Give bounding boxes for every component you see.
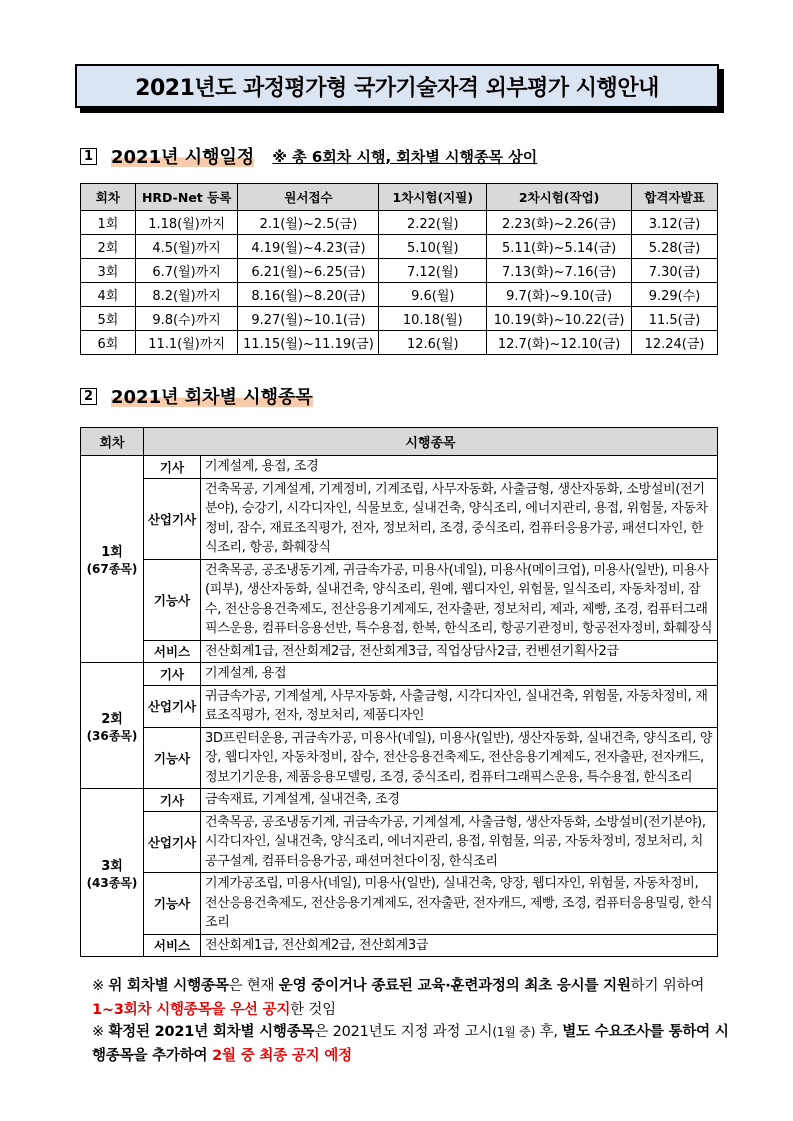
schedule-cell: 8.2(월)까지 [135,283,238,307]
schedule-body [81,211,718,355]
items-row [81,685,718,727]
schedule-cell: 1회 [81,211,136,235]
schedule-header-cell: 회차 [81,184,136,211]
footnote-2-part-a: 확정된 2021년 회차별 시행종목 [108,1024,315,1040]
schedule-header-cell: 합격자발표 [632,184,718,211]
schedule-cell: 2회 [81,235,136,259]
schedule-header-cell: 2차시험(작업) [487,184,632,211]
footnote-1 [92,974,732,1022]
items-category: 기사 [144,456,201,479]
schedule-cell: 10.19(화)~10.22(금) [487,307,632,331]
items-list: 3D프린터운용, 귀금속가공, 미용사(네일), 미용사(일반), 생산자동화, 실내건축, 양식조리, 양장, 웹디자인, 자동차정비, 잠수, 전산응용건축제도, 전산응용기계제도, 전자출판, 전자캐드, 정보기기운용, 제품응용모델링, 조경, 중식조리, 컴퓨터그래픽스운용, 특수용접, 한식조리 [201,727,718,789]
schedule-row [81,331,718,355]
footnote-1-part-c: 운영 중이거나 종료된 교육·훈련과정의 최초 응시를 지원 [278,978,631,994]
schedule-cell: 10.18(월) [379,307,487,331]
footnote-2-highlight: 2월 중 최종 공지 예정 [212,1048,352,1064]
footnote-2-part-b: 은 2021년도 지정 과정 고시 [314,1024,493,1040]
section-2-heading [80,383,313,409]
schedule-cell: 9.6(월) [379,283,487,307]
items-row [81,456,718,479]
items-header-list: 시행종목 [144,428,718,456]
footnote-1-highlight: 1~3회차 시행종목을 우선 공지 [92,1002,291,1018]
items-row [81,478,718,559]
footnote-1-part-f: 한 것임 [290,1002,336,1018]
items-list: 기계설계, 용접 [201,663,718,686]
items-round-count: (36종목) [86,728,138,743]
schedule-cell: 9.27(월)~10.1(금) [238,307,379,331]
items-list: 금속재료, 기계설계, 실내건축, 조경 [201,789,718,812]
items-category: 기사 [144,663,201,686]
schedule-cell: 4.19(월)~4.23(금) [238,235,379,259]
items-list: 건축목공, 기계설계, 기계정비, 기계조립, 사무자동화, 사출금형, 생산자동화, 소방설비(전기분야), 승강기, 시각디자인, 식물보호, 실내건축, 양식조리, 에너지관리, 용접, 위험물, 자동차정비, 잠수, 재료조직평가, 전자, 정보처리, 조경, 중식조리, 컴퓨터응용가공, 패션디자인, 한식조리, 항공, 화훼장식 [201,478,718,559]
schedule-row [81,235,718,259]
items-list: 귀금속가공, 기계설계, 사무자동화, 사출금형, 시각디자인, 실내건축, 위험물, 자동차정비, 재료조직평가, 전자, 정보처리, 제품디자인 [201,685,718,727]
section-2-title: 2021년 회차별 시행종목 [111,383,313,409]
items-list: 전산회계1급, 전산회계2급, 전산회계3급, 직업상담사2급, 컨벤션기획사2급 [201,640,718,663]
schedule-cell: 5.11(화)~5.14(금) [487,235,632,259]
page-title: 2021년도 과정평가형 국가기술자격 외부평가 시행안내 [135,75,659,101]
items-list: 기계설계, 용접, 조경 [201,456,718,479]
items-round-count: (67종목) [86,562,138,576]
schedule-cell: 11.15(월)~11.19(금) [238,331,379,355]
schedule-cell: 5.28(금) [632,235,718,259]
footnote-1-part-b: 은 현재 [228,978,279,994]
schedule-cell: 5.10(월) [379,235,487,259]
items-round-name: 3회 [101,858,123,874]
schedule-cell: 12.7(화)~12.10(금) [487,331,632,355]
schedule-header-cell: 원서접수 [238,184,379,211]
section-1-title: 2021년 시행일정 [111,143,254,169]
schedule-cell: 7.30(금) [632,259,718,283]
schedule-cell: 9.29(수) [632,283,718,307]
items-list: 기계가공조립, 미용사(네일), 미용사(일반), 실내건축, 양장, 웹디자인, 위험물, 자동차정비, 전산응용건축제도, 전산응용기계제도, 전자출판, 전자캐드, 제빵, 조경, 컴퓨터응용밀링, 한식조리 [201,873,718,935]
schedule-cell: 12.24(금) [632,331,718,355]
footnote-1-mark: ※ [92,978,104,994]
items-list: 건축목공, 공조냉동기계, 귀금속가공, 기계설계, 사출금형, 생산자동화, 소방설비(전기분야), 시각디자인, 실내건축, 양식조리, 에너지관리, 용접, 위험물, 의공, 자동차정비, 정보처리, 치공구설계, 컴퓨터응용가공, 패션머천다이징, 한식조리 [201,811,718,873]
items-header-round: 회차 [81,428,144,456]
items-table [80,427,718,957]
items-row [81,789,718,812]
schedule-header-row [81,184,718,211]
items-list: 전산회계1급, 전산회계2급, 전산회계3급 [201,934,718,957]
items-round-cell [81,663,144,789]
schedule-row [81,307,718,331]
items-list: 건축목공, 공조냉동기계, 귀금속가공, 미용사(네일), 미용사(메이크업), 미용사(일반), 미용사(피부), 생산자동화, 실내건축, 양식조리, 원예, 웹디자인, 위험물, 일식조리, 자동차정비, 잠수, 전산응용건축제도, 전산응용기계제도, 전자출판, 정보처리, 제과, 제빵, 조경, 컴퓨터그래픽스운용, 컴퓨터응용선반, 특수용접, 한복, 한식조리, 항공기관정비, 항공전자정비, 화훼장식 [201,559,718,640]
footnote-2-part-c: (1월 중) [492,1025,536,1039]
section-1-heading [80,143,537,169]
schedule-row [81,259,718,283]
items-row [81,559,718,640]
items-row [81,640,718,663]
schedule-cell: 6회 [81,331,136,355]
items-category: 서비스 [144,934,201,957]
schedule-cell: 4회 [81,283,136,307]
items-category: 산업기사 [144,685,201,727]
schedule-cell: 11.5(금) [632,307,718,331]
schedule-cell: 11.1(월)까지 [135,331,238,355]
schedule-cell: 5회 [81,307,136,331]
schedule-table [80,183,718,355]
footnote-2-mark: ※ [92,1024,104,1040]
schedule-header-cell: HRD-Net 등록 [135,184,238,211]
schedule-cell: 9.7(화)~9.10(금) [487,283,632,307]
schedule-header-cell: 1차시험(지필) [379,184,487,211]
schedule-cell: 3회 [81,259,136,283]
items-row [81,727,718,789]
schedule-cell: 6.21(월)~6.25(금) [238,259,379,283]
schedule-cell: 7.12(월) [379,259,487,283]
items-body [81,456,718,957]
items-category: 기능사 [144,873,201,935]
schedule-cell: 4.5(월)까지 [135,235,238,259]
section-1-note: ※ 총 6회차 시행, 회차별 시행종목 상이 [272,147,538,166]
schedule-cell: 8.16(월)~8.20(금) [238,283,379,307]
schedule-cell: 9.8(수)까지 [135,307,238,331]
footnote-2-part-d: 후, [535,1024,563,1040]
items-row [81,811,718,873]
items-category: 서비스 [144,640,201,663]
schedule-cell: 7.13(화)~7.16(금) [487,259,632,283]
items-category: 기능사 [144,559,201,640]
items-row [81,873,718,935]
footnote-1-part-a: 위 회차별 시행종목 [108,978,229,994]
items-row [81,663,718,686]
schedule-cell: 6.7(월)까지 [135,259,238,283]
footnote-2-part-e: 별도 수요조사를 통하여 시행종목을 추가하여 [92,1024,729,1064]
items-round-name: 2회 [101,711,123,727]
items-category: 기능사 [144,727,201,789]
schedule-row [81,211,718,235]
schedule-cell: 1.18(월)까지 [135,211,238,235]
page-title-box [75,64,719,108]
items-category: 산업기사 [144,478,201,559]
schedule-cell: 3.12(금) [632,211,718,235]
items-round-name: 1회 [101,545,123,560]
items-round-count: (43종목) [86,875,138,890]
section-2-number: 2 [80,388,97,405]
schedule-cell: 12.6(월) [379,331,487,355]
items-round-cell [81,456,144,663]
items-category: 산업기사 [144,811,201,873]
schedule-cell: 2.22(월) [379,211,487,235]
items-header-row [81,428,718,456]
footnote-1-part-d: 하기 위하여 [630,978,705,994]
schedule-cell: 2.1(월)~2.5(금) [238,211,379,235]
schedule-row [81,283,718,307]
items-category: 기사 [144,789,201,812]
section-1-number: 1 [80,148,97,165]
items-row [81,934,718,957]
schedule-cell: 2.23(화)~2.26(금) [487,211,632,235]
footnote-2 [92,1020,732,1068]
items-round-cell [81,789,144,957]
